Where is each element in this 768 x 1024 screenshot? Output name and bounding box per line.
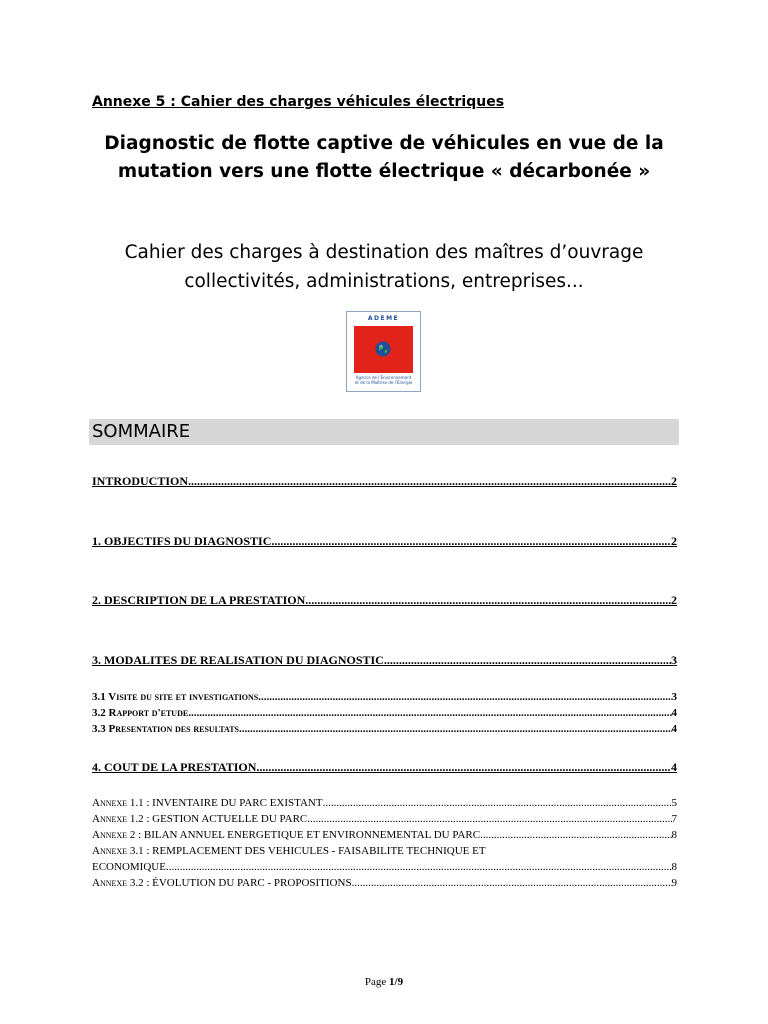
toc-entry-label: 1. OBJECTIFS DU DIAGNOSTIC (92, 534, 272, 548)
toc-entry-label (92, 813, 307, 825)
footer-page-number: 1/9 (389, 976, 404, 988)
logo-red-square (354, 326, 413, 373)
page-footer (0, 976, 768, 988)
toc-dot-leader (307, 813, 671, 825)
toc-entry-annexe-3-1-line-1[interactable] (92, 845, 677, 857)
logo-caption-line-2: et de la Maîtrise de l’Énergie (354, 380, 413, 385)
toc-dot-leader (188, 474, 671, 489)
annexe-prefix: Annexe (92, 845, 128, 857)
toc-page-number: 4 (671, 707, 677, 719)
annexe-title: 2 : BILAN ANNUEL ENERGETIQUE ET ENVIRONNEMENTAL DU PARC (127, 829, 481, 841)
toc-entry-annexe-3-2[interactable] (92, 877, 677, 889)
toc-page-number: 3 (671, 653, 677, 667)
toc-entry-label: ECONOMIQUE (92, 861, 166, 873)
toc-page-number: 5 (671, 797, 677, 809)
toc-entry-description[interactable] (92, 593, 677, 608)
toc-entry-annexe-1-2[interactable] (92, 813, 677, 825)
sommaire-heading: SOMMAIRE (89, 419, 679, 445)
toc-entry-visite[interactable] (92, 691, 677, 703)
toc-page-number: 8 (671, 861, 677, 873)
document-subtitle (84, 238, 684, 296)
toc-entry-label: 3.2 Rapport d'etude (92, 707, 189, 719)
toc-entry-modalites[interactable] (92, 653, 677, 668)
document-title (84, 130, 684, 186)
toc-entry-objectifs[interactable] (92, 534, 677, 549)
toc-page-number: 8 (671, 829, 677, 841)
globe-icon (375, 341, 391, 357)
toc-page-number: 7 (671, 813, 677, 825)
toc-dot-leader (480, 829, 671, 841)
annexe-prefix: Annexe (92, 797, 128, 809)
annexe-title: 1.1 : INVENTAIRE DU PARC EXISTANT (127, 797, 323, 809)
logo-name: ADEME (367, 315, 400, 322)
document-subtitle-line-1: Cahier des charges à destination des maîtres d’ouvrage (124, 242, 644, 263)
toc-entry-label (92, 877, 352, 889)
footer-prefix: Page (364, 976, 390, 988)
toc-entry-label: 4. COUT DE LA PRESTATION (92, 760, 257, 774)
toc-entry-annexe-3-1[interactable] (92, 861, 677, 873)
toc-page-number: 2 (671, 593, 677, 607)
toc-dot-leader (239, 723, 672, 735)
annexe-prefix: Annexe (92, 829, 128, 841)
annex-title: Annexe 5 : Cahier des charges véhicules électriques (92, 94, 505, 110)
annexe-prefix: Annexe (92, 877, 128, 889)
toc-dot-leader (258, 691, 671, 703)
toc-page-number: 3 (671, 691, 677, 703)
toc-page-number: 4 (671, 760, 677, 774)
toc-entry-label (92, 829, 480, 841)
toc-entry-label: INTRODUCTION (92, 474, 189, 488)
toc-dot-leader (323, 797, 672, 809)
toc-page-number: 4 (671, 723, 677, 735)
toc-dot-leader (352, 877, 672, 889)
document-subtitle-line-2: collectivités, administrations, entreprises... (184, 271, 584, 292)
toc-entry-label: 3.3 Presentation des resultats (92, 723, 239, 735)
toc-dot-leader (384, 653, 671, 668)
annexe-title: 3.1 : REMPLACEMENT DES VEHICULES - FAISABILITE TECHNIQUE ET (127, 845, 486, 857)
toc-entry-annexe-2[interactable] (92, 829, 677, 841)
document-title-line-2: mutation vers une flotte électrique « décarbonée » (117, 161, 651, 182)
toc-entry-label: 2. DESCRIPTION DE LA PRESTATION (92, 593, 306, 607)
toc-page-number: 9 (671, 877, 677, 889)
document-title-line-1: Diagnostic de flotte captive de véhicules en vue de la (104, 133, 664, 154)
toc-dot-leader (305, 593, 671, 608)
toc-page-number: 2 (671, 534, 677, 548)
toc-entry-label (92, 797, 323, 809)
toc-dot-leader (188, 707, 671, 719)
toc-entry-presentation[interactable] (92, 723, 677, 735)
toc-entry-introduction[interactable] (92, 474, 677, 489)
annexe-prefix: Annexe (92, 813, 128, 825)
toc-dot-leader (271, 534, 671, 549)
toc-dot-leader (256, 760, 671, 775)
logo-caption-line-1: Agence de l’Environnement (355, 375, 412, 380)
toc-dot-leader (166, 861, 672, 873)
ademe-logo (346, 311, 421, 392)
toc-page-number: 2 (671, 474, 677, 488)
annexe-title: 1.2 : GESTION ACTUELLE DU PARC (127, 813, 308, 825)
toc-entry-annexe-1-1[interactable] (92, 797, 677, 809)
toc-entry-cout[interactable] (92, 760, 677, 775)
toc-entry-label: 3.1 Visite du site et investigations (92, 691, 259, 703)
annexe-title: 3.2 : ÉVOLUTION DU PARC - PROPOSITIONS (127, 877, 352, 889)
toc-entry-rapport[interactable] (92, 707, 677, 719)
logo-caption (349, 375, 418, 385)
toc-entry-label: 3. MODALITES DE REALISATION DU DIAGNOSTIC (92, 653, 384, 667)
